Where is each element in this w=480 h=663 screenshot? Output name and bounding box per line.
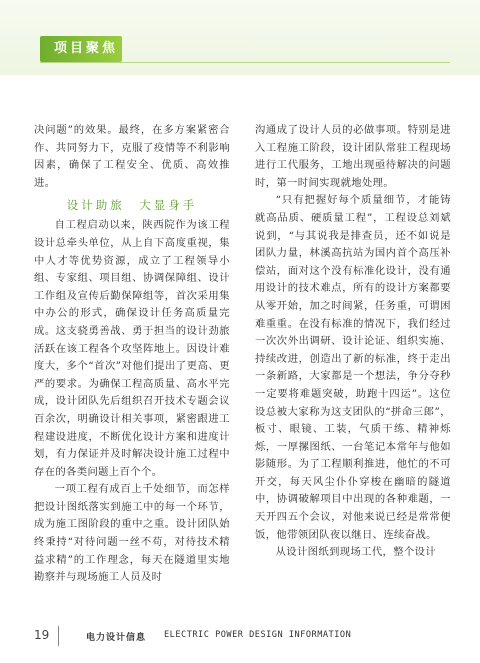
section-label: 项目聚焦 <box>54 41 119 56</box>
left-paragraph-1: 决问题”的效果。最终，在多方案紧密合作、共同努力下，克服了疫情等不利影响因素，确保了工程安全、优质、高效推进。 <box>34 124 230 189</box>
left-column <box>34 122 230 587</box>
page-footer <box>34 626 454 648</box>
footer-divider <box>58 626 59 646</box>
section-tab <box>40 36 122 62</box>
page-number: 19 <box>34 628 50 642</box>
journal-name-cn: 电力设计信息 <box>86 633 147 643</box>
subheading: 设计助旅 大显身手 <box>66 198 198 213</box>
right-paragraph-2: “只有把握好每个质量细节，才能铸就高品质、硬质量工程”，工程设总刘斌说到，“与其说我是排查员，还不如说是团队力量，林溪高抗站为国内首个高压补偿站，面对这个没有标准化设计，没有通用设计的技术难点，所有的设计方案都要从零开始，加之时间紧，任务重，可谓困难重重。在没有标准的情况下，我们经过一次次外出调研、设计论证、组织实施、持续改进，创造出了新的标准，终于走出一条新路，大家都是一个想法，争分夺秒一定要将难题突破，助跑十四运”。这位设总被大家称为这支团队的“拼命三郎”，板寸、眼镜、工装，气质干练、精神烁烁，一厚摞图纸、一台笔记本常年与他如影随形。为了工程顺利推进，他忙的不可开交，每天风尘仆仆穿梭在幽暗的隧道中，协调破解项目中出现的各种难题，一天开四五个会议，对他来说已经是常常便饭，他带领团队夜以继日、连续奋战。 <box>255 194 451 541</box>
right-paragraph-3: 从设计图纸到现场工代，整个设计 <box>275 546 437 559</box>
header-rule <box>40 62 450 63</box>
left-paragraph-3: 一项工程有成百上千处细节，而怎样把设计图纸落实到施工中的每一个环节，成为施工图阶段的重中之重。设计团队始终秉持“对待问题一丝不苟，对待技术精益求精”的工作理念，每天在隧道里实地勘察并与现场施工人员及时 <box>34 483 230 584</box>
left-paragraph-2: 自工程启动以来，陕西院作为该工程设计总牵头单位，从上自下高度重视，集中人才等优势资源，成立了工程领导小组、专家组、项目组、协调保障组、设计工作组及宣传后勤保障组等，首次采用集中办公的形式，确保设计任务高质量完成。这支骁勇善战、勇于担当的设计劲旅活跃在该工程各个攻坚阵地上。因设计难度大，多个“首次”对他们提出了更高、更严的要求。为确保工程高质量、高水平完成，设计团队先后组织召开技术专题会议百余次，明确设计相关事项，紧密跟进工程建设进度，不断优化设计方案和进度计划，有力保证并及时解决设计施工过程中存在的各类问题上百个个。 <box>34 219 230 478</box>
right-column <box>255 122 451 562</box>
journal-name-en: ELECTRIC POWER DESIGN INFORMATION <box>164 630 352 640</box>
right-paragraph-1: 沟通成了设计人员的必做事项。特别是进入工程施工阶段，设计团队常驻工程现场进行工代服务，工地出现亟待解决的问题时，第一时间实现就地处理。 <box>255 124 451 189</box>
